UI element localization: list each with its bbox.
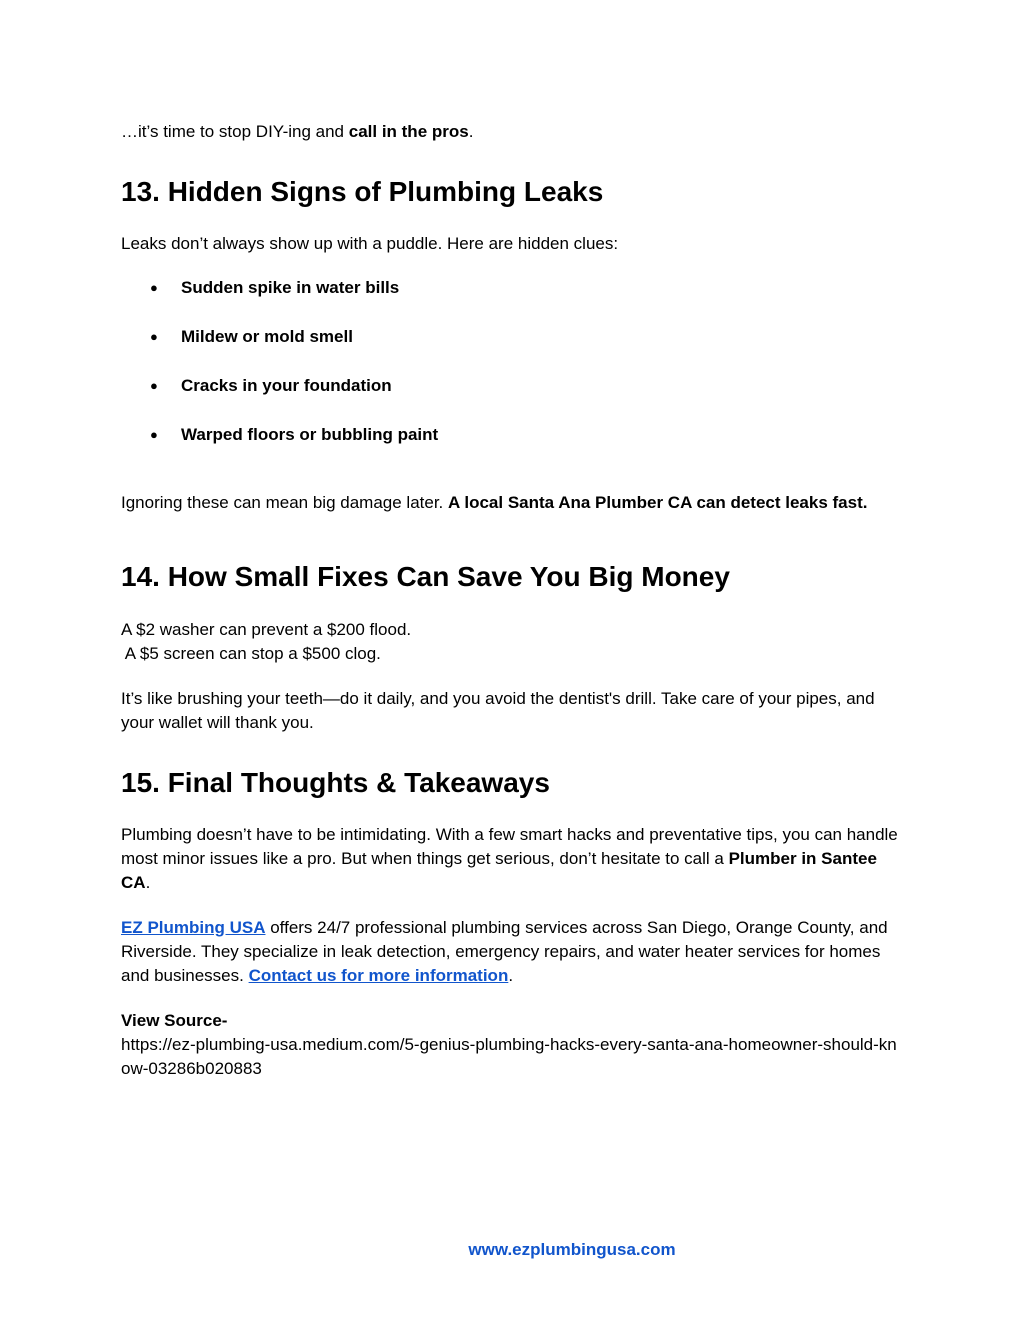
section-13-heading: 13. Hidden Signs of Plumbing Leaks — [121, 176, 604, 207]
source-url: https://ez-plumbing-usa.medium.com/5-genius-plumbing-hacks-every-santa-ana-homeowner-should-know-03286b020883 — [121, 1035, 897, 1078]
page-footer — [0, 1240, 1024, 1260]
list-item: ● Mildew or mold smell — [121, 325, 906, 349]
intro-paragraph: …it’s time to stop DIY-ing and call in the pros. — [121, 122, 474, 141]
list-item: ● Warped floors or bubbling paint — [121, 423, 906, 447]
source-label: View Source- — [121, 1011, 228, 1030]
footer-website-link[interactable]: www.ezplumbingusa.com — [468, 1240, 676, 1259]
hidden-signs-list — [121, 276, 906, 472]
section-15-paragraph-1: Plumbing doesn’t have to be intimidating. With a few smart hacks and preventative tips, you can handle most minor issues like a pro. But when things get serious, don’t hesitate to call a Plumber in Santee CA. — [121, 825, 898, 892]
santee-plumber-callout: Plumber in Santee CA — [121, 849, 877, 892]
section-13-lead: Leaks don’t always show up with a puddle. Here are hidden clues: — [121, 234, 619, 253]
local-plumber-callout: A local Santa Ana Plumber CA can detect leaks fast. — [448, 493, 868, 512]
section-15-heading: 15. Final Thoughts & Takeaways — [121, 767, 550, 798]
bullet-icon: ● — [150, 427, 158, 442]
source-block — [121, 1009, 906, 1081]
bullet-icon: ● — [150, 329, 158, 344]
section-14-paragraph: It’s like brushing your teeth—do it daily, and you avoid the dentist's drill. Take care of your pipes, and your wallet will thank you. — [121, 689, 875, 732]
section-14-heading: 14. How Small Fixes Can Save You Big Money — [121, 561, 730, 592]
bullet-icon: ● — [150, 280, 158, 295]
list-item: ● Cracks in your foundation — [121, 374, 906, 398]
company-link[interactable]: EZ Plumbing USA — [121, 918, 266, 937]
section-14-prices: A $2 washer can prevent a $200 flood. A $5 screen can stop a $500 clog. — [121, 620, 412, 663]
bullet-icon: ● — [150, 378, 158, 393]
section-13-outro: Ignoring these can mean big damage later. A local Santa Ana Plumber CA can detect leaks fast. — [121, 493, 868, 512]
list-item: ● Sudden spike in water bills — [121, 276, 906, 300]
intro-bold: call in the pros — [348, 122, 469, 141]
contact-link[interactable]: Contact us for more information — [248, 966, 509, 985]
section-15-paragraph-2: EZ Plumbing USA offers 24/7 professional plumbing services across San Diego, Orange County, and Riverside. They specialize in leak detection, emergency repairs, and water heater services for homes and businesses. Contact us for more information. — [121, 918, 888, 985]
